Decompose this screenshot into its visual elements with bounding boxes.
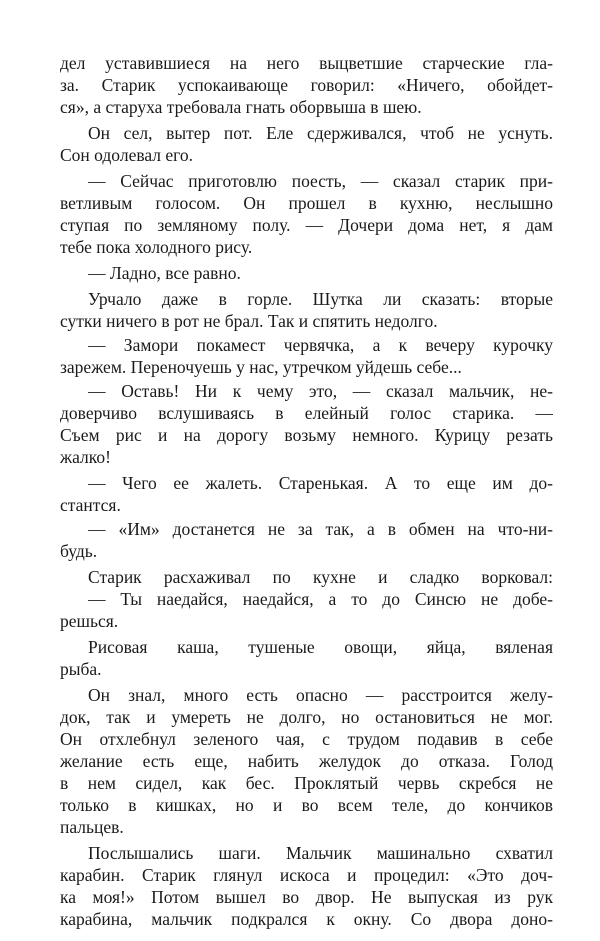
text-line: доверчиво вслушиваясь в елейный голос старика. — — [60, 403, 553, 423]
text-line: зарежем. Переночуешь у нас, утречком уйдешь себе... — [60, 357, 462, 377]
text-line: дел уставившиеся на него выцветшие старческие гла- — [60, 53, 553, 73]
text-line: Старик расхаживал по кухне и сладко ворковал: — [88, 567, 553, 587]
text-line: Он знал, много есть опасно — расстроится желу- — [88, 685, 553, 705]
text-line: только в кишках, но и во всем теле, до кончиков — [60, 795, 553, 815]
text-line: — Сейчас приготовлю поесть, — сказал старик при- — [88, 171, 553, 191]
text-line: — Ты наедайся, наедайся, а то до Синсю не добе- — [88, 589, 553, 609]
text-line: — Замори покамест червячка, а к вечеру курочку — [88, 335, 553, 355]
text-line: ка моя!» Потом вышел во двор. Не выпуская из рук — [60, 887, 553, 907]
text-line: пальцев. — [60, 817, 124, 837]
text-line: ветливым голосом. Он прошел в кухню, неслышно — [60, 193, 553, 213]
text-line: Сон одолевал его. — [60, 145, 194, 165]
text-line: док, так и умереть не долго, но остановиться не мог. — [60, 707, 553, 727]
text-line: — Ладно, все равно. — [88, 263, 241, 283]
text-line: ся», а старуха требовала гнать оборвыша в шею. — [60, 97, 422, 117]
text-line: Рисовая каша, тушеные овощи, яйца, вяленая — [88, 637, 553, 657]
text-line: Съем рис и на дорогу возьму немного. Курицу резать — [60, 425, 553, 445]
text-line: ступая по земляному полу. — Дочери дома нет, я дам — [60, 215, 553, 235]
text-line: Он отхлебнул зеленого чая, с трудом подавив в себе — [60, 729, 553, 749]
text-line: стантся. — [60, 495, 121, 515]
text-line: — «Им» достанется не за так, а в обмен на что-ни- — [88, 519, 553, 539]
text-line: карабина, мальчик подкрался к окну. Со двора доно- — [60, 909, 553, 929]
text-line: сутки ничего в рот не брал. Так и спятить недолго. — [60, 311, 438, 331]
text-line: желание есть еще, набить желудок до отказа. Голод — [60, 751, 553, 771]
text-line: рыба. — [60, 659, 102, 679]
text-line: в нем сидел, как бес. Проклятый червь скребся не — [60, 773, 553, 793]
text-line: будь. — [60, 541, 98, 561]
text-line: жалко! — [60, 447, 111, 467]
text-line: за. Старик успокаивающе говорил: «Ничего, обойдет- — [60, 75, 553, 95]
text-line: тебе пока холодного рису. — [60, 237, 253, 257]
text-line: карабин. Старик глянул искоса и процедил: «Это доч- — [60, 865, 553, 885]
text-line: Он сел, вытер пот. Еле сдерживался, чтоб не уснуть. — [88, 123, 553, 143]
text-line: решься. — [60, 611, 119, 631]
text-line: — Чего ее жалеть. Старенькая. А то еще им до- — [88, 473, 553, 493]
text-line: — Оставь! Ни к чему это, — сказал мальчик, не- — [88, 381, 553, 401]
text-line: Послышались шаги. Мальчик машинально схватил — [88, 843, 553, 863]
text-line: Урчало даже в горле. Шутка ли сказать: вторые — [88, 289, 553, 309]
